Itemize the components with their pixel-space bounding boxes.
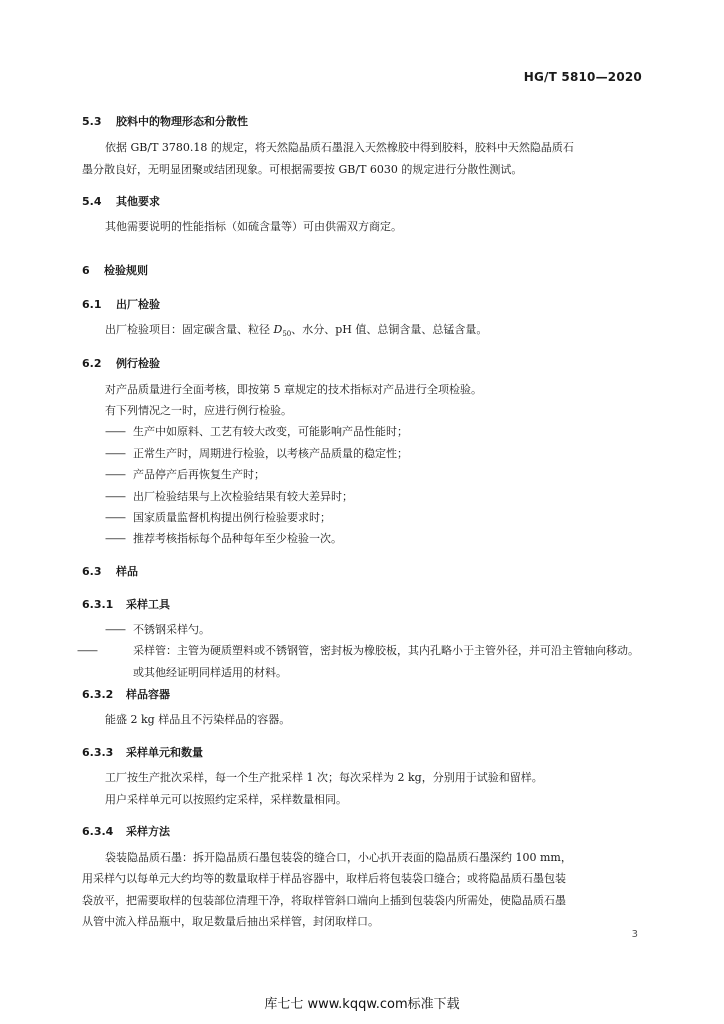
subscript: 50 xyxy=(282,330,292,339)
heading-number: 6.2 xyxy=(82,357,102,370)
list-item xyxy=(105,486,645,508)
list-item-text: 推荐考核指标每个品种每年至少检验一次。 xyxy=(133,532,342,545)
heading-number: 6.3.2 xyxy=(82,688,114,701)
heading-number: 5.3 xyxy=(82,115,102,128)
dash: —— xyxy=(105,490,125,503)
heading-number: 5.4 xyxy=(82,195,102,208)
list-item xyxy=(105,507,645,529)
dash: —— xyxy=(105,468,125,481)
page-number: 3 xyxy=(631,929,638,940)
heading-6-2 xyxy=(82,355,160,371)
heading-6 xyxy=(82,262,148,278)
watermark-footer[interactable]: 库七七 www.kqqw.com标准下载 xyxy=(264,997,460,1012)
list-item-text: 出厂检验结果与上次检验结果有较大差异时； xyxy=(133,490,353,503)
paragraph xyxy=(105,319,645,345)
heading-6-3-2 xyxy=(82,686,170,702)
list-item xyxy=(105,443,645,465)
heading-number: 6.1 xyxy=(82,298,102,311)
paragraph-line: 用采样勺以每单元大约均等的数量取样于样品容器中，取样后将包装袋口缝合；或将隐晶质石墨包装 xyxy=(82,872,566,885)
heading-5-3 xyxy=(82,113,248,129)
symbol-d: D xyxy=(273,323,283,336)
heading-title: 出厂检验 xyxy=(116,298,160,311)
heading-6-3-4 xyxy=(82,823,170,839)
standard-code: HG/T 5810—2020 xyxy=(523,70,642,84)
heading-number: 6.3.1 xyxy=(82,598,114,611)
list-item-text: 正常生产时，周期进行检验，以考核产品质量的稳定性； xyxy=(133,447,408,460)
paragraph: 能盛 2 kg 样品且不污染样品的容器。 xyxy=(105,713,291,726)
list-item-text: 国家质量监督机构提出例行检验要求时； xyxy=(133,511,331,524)
paragraph: 对产品质量进行全面考核，即按第 5 章规定的技术指标对产品进行全项检验。 xyxy=(105,383,482,396)
list-item xyxy=(105,421,645,443)
list-item xyxy=(105,528,645,550)
heading-number: 6.3.4 xyxy=(82,825,114,838)
dash: —— xyxy=(105,425,125,438)
dash: —— xyxy=(105,623,125,636)
list-item-text: 产品停产后再恢复生产时； xyxy=(133,468,265,481)
heading-title: 其他要求 xyxy=(116,195,160,208)
heading-title: 例行检验 xyxy=(116,357,160,370)
paragraph-line: 从管中流入样品瓶中，取足数量后抽出采样管，封闭取样口。 xyxy=(82,915,379,928)
paragraph: 有下列情况之一时，应进行例行检验。 xyxy=(105,404,292,417)
paragraph-line: 袋放平，把需要取样的包装部位清理干净，将取样管斜口端向上插到包装袋内所需处，使隐晶质石墨 xyxy=(82,894,566,907)
list-item xyxy=(105,464,645,486)
list-item-text: 采样管：主管为硬质塑料或不锈钢管，密封板为橡胶板，其内孔略小于主管外径，并可沿主管轴向移动。或其他经证明同样适用的材料。 xyxy=(133,644,639,679)
list-item xyxy=(105,619,645,641)
heading-6-3-1 xyxy=(82,596,170,612)
heading-title: 样品容器 xyxy=(126,688,170,701)
dash: —— xyxy=(77,644,97,657)
dash: —— xyxy=(105,511,125,524)
list-item xyxy=(77,640,645,684)
heading-number: 6.3 xyxy=(82,565,102,578)
heading-number: 6 xyxy=(82,264,90,277)
heading-title: 样品 xyxy=(116,565,138,578)
text-run: 、水分、pH 值、总铜含量、总锰含量。 xyxy=(291,323,488,336)
heading-6-3-3 xyxy=(82,744,203,760)
paragraph: 依据 GB/T 3780.18 的规定，将天然隐晶质石墨混入天然橡胶中得到胶料，胶料中天然隐晶质石 xyxy=(105,141,574,154)
paragraph: 墨分散良好，无明显团聚或结团现象。可根据需要按 GB/T 6030 的规定进行分散性测试。 xyxy=(82,163,523,176)
paragraph: 工厂按生产批次采样，每一个生产批采样 1 次；每次采样为 2 kg，分别用于试验和留样。 xyxy=(105,771,543,784)
heading-6-1 xyxy=(82,296,160,312)
heading-title: 采样方法 xyxy=(126,825,170,838)
heading-title: 检验规则 xyxy=(104,264,148,277)
paragraph: 其他需要说明的性能指标（如硫含量等）可由供需双方商定。 xyxy=(105,220,402,233)
heading-title: 采样单元和数量 xyxy=(126,746,203,759)
paragraph-line: 袋装隐晶质石墨：拆开隐晶质石墨包装袋的缝合口，小心扒开表面的隐晶质石墨深约 100 mm， xyxy=(105,851,572,864)
heading-6-3 xyxy=(82,563,138,579)
dash: —— xyxy=(105,532,125,545)
dash: —— xyxy=(105,447,125,460)
heading-5-4 xyxy=(82,193,160,209)
text-run: 出厂检验项目：固定碳含量、粒径 xyxy=(105,323,274,336)
list-item-text: 生产中如原料、工艺有较大改变，可能影响产品性能时； xyxy=(133,425,408,438)
heading-title: 采样工具 xyxy=(126,598,170,611)
heading-number: 6.3.3 xyxy=(82,746,114,759)
list-item-text: 不锈钢采样勺。 xyxy=(133,623,210,636)
heading-title: 胶料中的物理形态和分散性 xyxy=(116,115,248,128)
paragraph: 用户采样单元可以按照约定采样，采样数量相同。 xyxy=(105,793,347,806)
